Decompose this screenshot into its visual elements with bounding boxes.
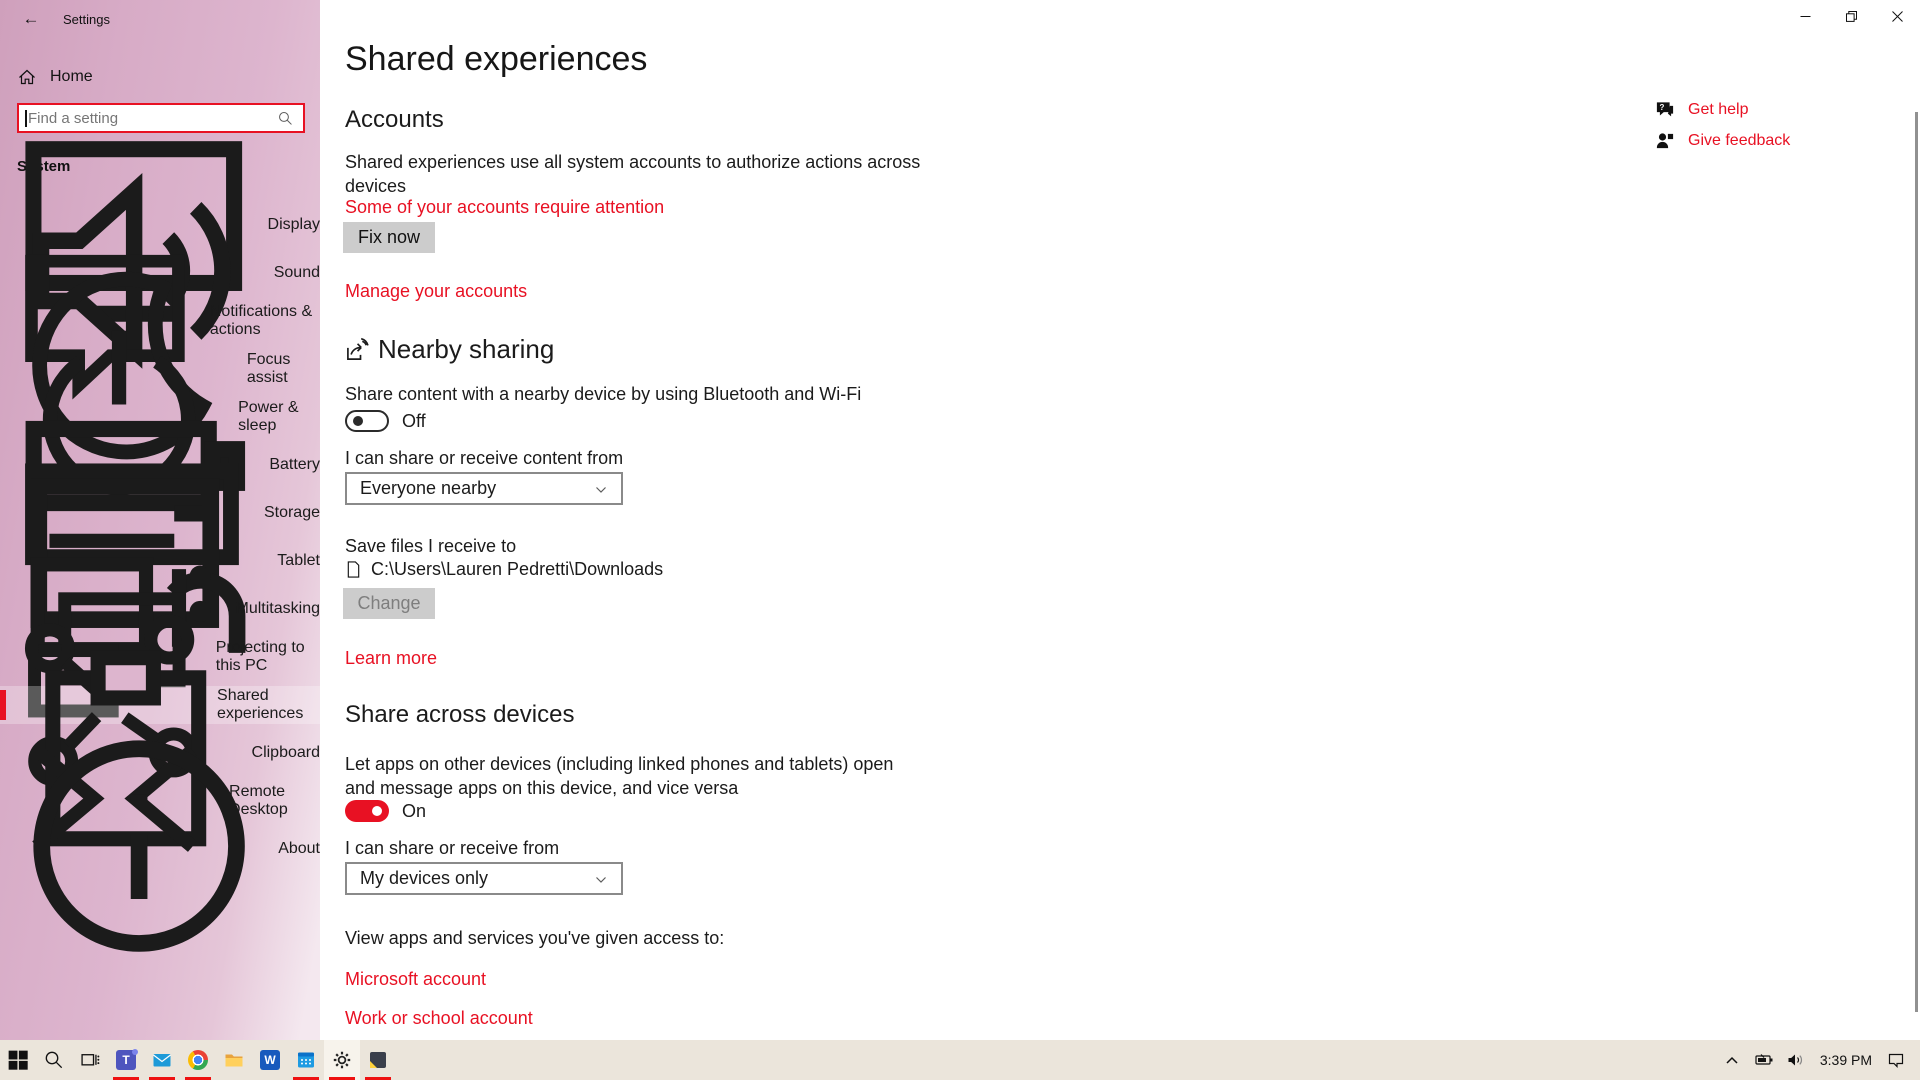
nearby-sharing-heading: Nearby sharing xyxy=(378,334,555,364)
minimize-button[interactable] xyxy=(1782,0,1828,32)
taskbar-task-view-icon[interactable] xyxy=(72,1040,108,1080)
fix-now-button[interactable]: Fix now xyxy=(343,222,435,253)
main-content xyxy=(320,0,1920,1040)
sidebar-item-label: Clipboard xyxy=(251,744,320,761)
accounts-heading: Accounts xyxy=(345,106,444,133)
nearby-share-from-dropdown[interactable] xyxy=(345,472,623,505)
dropdown-value: Everyone nearby xyxy=(360,478,497,498)
across-share-from-label: I can share or receive from xyxy=(345,838,560,858)
sidebar-item-label: Display xyxy=(267,216,320,233)
view-access-label: View apps and services you've given access to: xyxy=(345,928,725,948)
nearby-sharing-heading-row xyxy=(343,334,554,365)
save-path-value: C:\Users\Lauren Pedretti\Downloads xyxy=(371,559,664,579)
microsoft-account-link: Microsoft account xyxy=(345,969,487,989)
page-title: Shared experiences xyxy=(345,40,648,78)
close-button[interactable] xyxy=(1874,0,1920,32)
tray-volume-icon[interactable] xyxy=(1780,1040,1812,1080)
taskbar-settings-icon[interactable] xyxy=(324,1040,360,1080)
sidebar-item-label: Shared experiences xyxy=(217,687,304,722)
get-help-link[interactable] xyxy=(1655,100,1748,120)
sidebar-section-label: System xyxy=(17,158,71,175)
sidebar-item-list xyxy=(0,206,320,878)
nearby-toggle-state: Off xyxy=(402,410,426,431)
give-feedback-link[interactable] xyxy=(1655,131,1790,151)
window-controls xyxy=(1782,0,1920,32)
taskbar-start-icon[interactable] xyxy=(0,1040,36,1080)
sidebar-item-label: Power & sleep xyxy=(238,399,299,434)
taskbar-file-explorer-icon[interactable] xyxy=(216,1040,252,1080)
svg-text:?: ? xyxy=(1659,103,1665,112)
about-icon xyxy=(0,707,278,990)
nearby-share-from-label: I can share or receive content from xyxy=(345,448,624,468)
sidebar-item-label: Battery xyxy=(269,456,320,473)
save-path-row xyxy=(345,557,663,581)
taskbar-teams-icon[interactable]: T xyxy=(108,1040,144,1080)
nearby-toggle-row xyxy=(345,410,426,432)
change-button[interactable]: Change xyxy=(343,588,435,619)
file-icon xyxy=(345,559,362,580)
taskbar-icon-list xyxy=(0,1040,396,1080)
share-across-toggle-row xyxy=(345,800,426,822)
share-across-heading: Share across devices xyxy=(345,701,575,728)
share-across-description: Let apps on other devices (including linked phones and tablets) open and message apps on this device, and vice versa xyxy=(345,754,894,798)
search-icon xyxy=(277,110,294,127)
toggle-knob xyxy=(372,806,382,816)
sidebar-item-label: Storage xyxy=(263,504,320,521)
scrollbar[interactable] xyxy=(1915,112,1918,1012)
home-icon xyxy=(17,67,37,87)
give-feedback-label: Give feedback xyxy=(1688,132,1791,149)
taskbar-sticky-notes-icon[interactable] xyxy=(360,1040,396,1080)
sidebar-item-label: Sound xyxy=(273,264,320,281)
taskbar-calendar-icon[interactable] xyxy=(288,1040,324,1080)
tray-clock[interactable]: 3:39 PM xyxy=(1819,1052,1872,1068)
sidebar-item-label: Focus assist xyxy=(246,351,291,386)
search-placeholder: Find a setting xyxy=(28,109,119,127)
home-label: Home xyxy=(50,68,93,85)
learn-more-link: Learn more xyxy=(345,648,438,668)
taskbar-word-icon[interactable]: W xyxy=(252,1040,288,1080)
tray-battery-icon[interactable] xyxy=(1748,1040,1780,1080)
accounts-description: Shared experiences use all system accounts to authorize actions across devices xyxy=(345,152,921,196)
work-school-account-link: Work or school account xyxy=(345,1008,533,1028)
save-files-label: Save files I receive to xyxy=(345,536,517,556)
give-feedback-icon xyxy=(1655,131,1675,151)
tray-chevron-up-icon[interactable] xyxy=(1716,1040,1748,1080)
chevron-down-icon xyxy=(594,482,608,496)
taskbar-mail-icon[interactable] xyxy=(144,1040,180,1080)
system-tray xyxy=(1716,1040,1912,1080)
chevron-down-icon xyxy=(594,872,608,886)
manage-accounts-link: Manage your accounts xyxy=(345,281,528,301)
toggle-knob xyxy=(353,416,363,426)
sidebar-item-label: Multitasking xyxy=(235,600,320,617)
get-help-icon xyxy=(1655,100,1675,120)
sidebar xyxy=(0,0,320,1040)
taskbar-chrome-icon[interactable] xyxy=(180,1040,216,1080)
taskbar-search-icon[interactable] xyxy=(36,1040,72,1080)
restore-button[interactable] xyxy=(1828,0,1874,32)
get-help-label: Get help xyxy=(1688,101,1749,118)
across-share-from-dropdown[interactable] xyxy=(345,862,623,895)
app-title: Settings xyxy=(63,12,110,27)
share-across-toggle[interactable] xyxy=(345,800,389,822)
nearby-sharing-toggle[interactable] xyxy=(345,410,389,432)
back-button[interactable]: ← xyxy=(22,9,40,28)
nearby-description: Share content with a nearby device by using Bluetooth and Wi-Fi xyxy=(345,384,862,404)
accounts-warning: Some of your accounts require attention xyxy=(345,197,665,217)
nearby-share-icon xyxy=(343,336,371,364)
sidebar-item-label: Remote Desktop xyxy=(229,783,288,818)
sidebar-item-label: Notifications & actions xyxy=(209,303,313,338)
sidebar-item-label: About xyxy=(278,840,320,857)
taskbar xyxy=(0,1040,1920,1080)
share-across-toggle-state: On xyxy=(402,800,427,821)
sidebar-item-about[interactable] xyxy=(0,830,320,868)
dropdown-value: My devices only xyxy=(360,868,489,888)
sidebar-item-label: Projecting to this PC xyxy=(215,639,305,674)
action-center-icon[interactable] xyxy=(1880,1040,1912,1080)
sidebar-item-label: Tablet xyxy=(277,552,320,569)
